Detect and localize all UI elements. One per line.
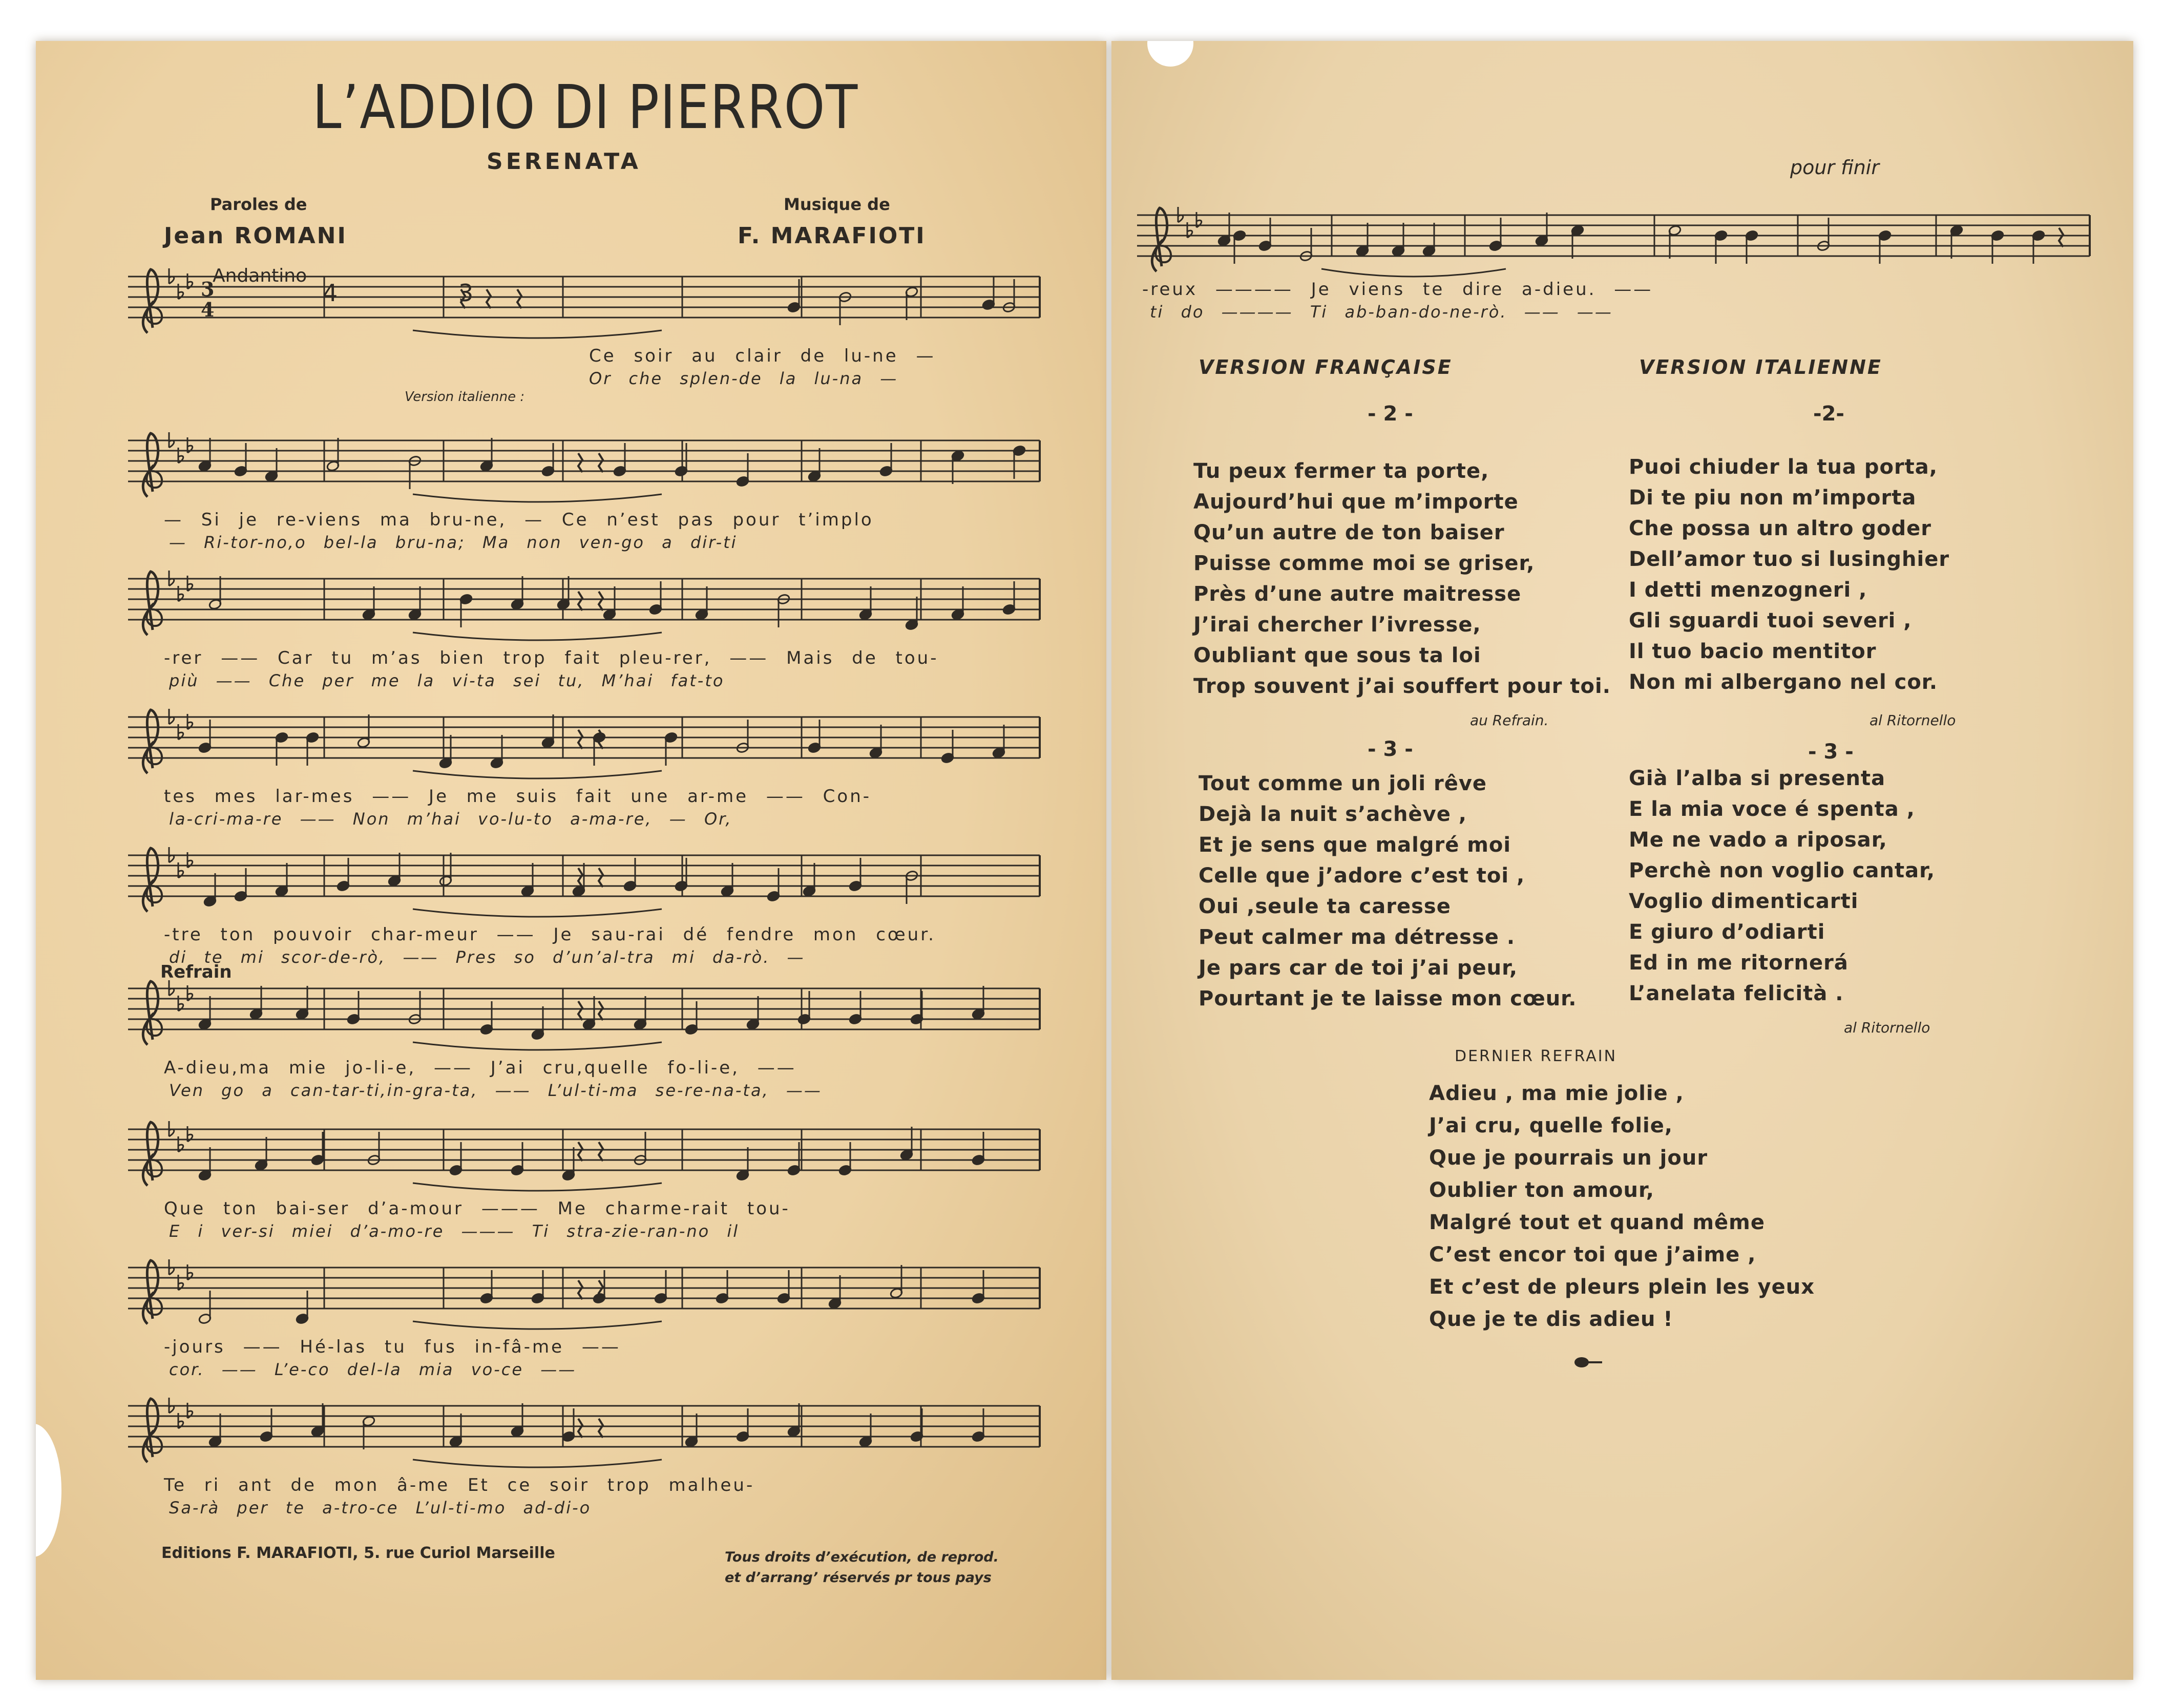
note-icon [675, 858, 688, 892]
ornament-icon [1572, 1356, 1603, 1368]
note-icon [941, 730, 954, 764]
left-page [36, 41, 1106, 1680]
treble-clef-icon [143, 981, 162, 1045]
note-icon [1258, 218, 1272, 251]
note-icon [767, 868, 780, 902]
note-icon [1422, 223, 1436, 257]
music-staff [128, 697, 1040, 784]
note-icon [511, 1403, 524, 1437]
verse-line: Già l’alba si presenta [1629, 767, 1886, 790]
verse-line: Il tuo bacio mentitor [1629, 640, 1877, 663]
note-icon [521, 863, 534, 897]
note-icon [623, 858, 637, 892]
verse-line: Malgré tout et quand même [1429, 1211, 1765, 1234]
note-icon [2032, 230, 2045, 264]
treble-clef-icon [143, 1122, 162, 1186]
note-icon [787, 1403, 801, 1437]
note-icon [1002, 581, 1016, 615]
rest-icon [578, 1001, 582, 1020]
note-icon [890, 1265, 903, 1299]
lyrics-italian: più —— Che per me la vi-ta sei tu, M’hai fat-to [169, 671, 725, 690]
note-icon [603, 586, 616, 620]
note-icon [1950, 225, 1963, 259]
note-icon [208, 1414, 222, 1447]
note-icon [260, 1408, 273, 1442]
rest-icon [578, 453, 582, 472]
verse-line: Tout comme un joli rêve [1199, 772, 1487, 795]
note-icon [311, 1132, 324, 1166]
note-icon [311, 1403, 324, 1437]
note-icon [480, 1270, 493, 1304]
note-icon [808, 720, 821, 753]
rest-icon [578, 592, 582, 610]
torn-edge [36, 1424, 61, 1557]
note-icon [362, 586, 375, 620]
version-italienne-label: Version italienne : [405, 389, 525, 405]
lyrics-italian: la-cri-ma-re —— Non m’hai vo-lu-to a-ma-re, — Or, [169, 809, 732, 829]
version-francaise-heading: VERSION FRANÇAISE [1199, 356, 1453, 378]
multi-rest-count: 3 [458, 279, 474, 307]
rest-icon [487, 289, 491, 308]
note-icon [1535, 213, 1548, 246]
treble-clef-icon [143, 1260, 162, 1324]
lyrics-french: Ce soir au clair de lu-ne — [589, 346, 936, 366]
verse-line: Puoi chiuder la tua porta, [1629, 455, 1938, 479]
note-icon [613, 443, 626, 477]
note-icon [296, 986, 309, 1020]
verse-line: Trop souvent j’ai souffert pour toi. [1193, 674, 1611, 698]
note-icon [675, 443, 688, 477]
note-icon [541, 714, 555, 748]
note-icon [951, 586, 964, 620]
note-icon [459, 594, 473, 627]
note-icon [1571, 225, 1584, 259]
note-icon [1714, 230, 1728, 264]
composer-name: F. MARAFIOTI [738, 223, 926, 249]
song-subtitle: SERENATA [487, 149, 641, 175]
note-icon [972, 1132, 985, 1166]
right-page [1111, 41, 2133, 1680]
flat-sign-icon [169, 268, 174, 284]
note-icon [1356, 223, 1369, 257]
lyrics-french: -reux ———— Je viens te dire a-dieu. —— [1142, 279, 1653, 300]
note-icon [797, 991, 811, 1025]
music-staff [128, 558, 1040, 645]
rest-icon [578, 1419, 582, 1438]
verse-line: J’irai chercher l’ivresse, [1193, 613, 1481, 637]
note-icon [685, 1001, 698, 1035]
note-icon [306, 732, 319, 766]
rest-icon [578, 1280, 582, 1299]
note-icon [879, 443, 893, 477]
note-icon [721, 863, 734, 897]
lyricist-name: Jean ROMANI [164, 223, 347, 249]
note-icon [736, 453, 749, 487]
note-icon [1013, 445, 1026, 479]
note-icon [234, 868, 247, 902]
note-icon [1991, 230, 2004, 264]
note-icon [1392, 223, 1405, 257]
note-icon [296, 1291, 309, 1324]
note-icon [562, 1147, 575, 1181]
lyricist-label: Paroles de [210, 195, 307, 214]
flat-sign-icon [169, 432, 174, 448]
note-icon [849, 858, 862, 892]
note-icon [859, 1414, 872, 1447]
note-icon [562, 1408, 575, 1442]
note-icon [1217, 213, 1231, 246]
note-icon [803, 863, 816, 897]
note-icon [838, 1142, 852, 1176]
lyrics-italian: — Ri-tor-no,o bel-la bru-na; Ma non ven-go a dir-ti [169, 533, 738, 552]
rest-icon [599, 868, 603, 887]
note-icon [859, 586, 872, 620]
note-icon [746, 996, 760, 1030]
tempo-marking: Andantino [213, 265, 307, 286]
verse-line: Tu peux fermer ta porte, [1193, 459, 1489, 483]
music-staff [128, 420, 1040, 507]
verse-number: -2- [1813, 402, 1845, 426]
note-icon [203, 873, 217, 907]
rights-line-2: et d’arrang’ réservés pr tous pays [725, 1570, 992, 1586]
verse-line: Que je pourrais un jour [1429, 1146, 1708, 1170]
flat-sign-icon [169, 847, 174, 862]
torn-corner [1147, 41, 1193, 67]
verse-line: J’ai cru, quelle folie, [1429, 1114, 1673, 1137]
verse-line: Perchè non voglio cantar, [1629, 859, 1936, 882]
note-icon [198, 1291, 212, 1324]
flat-sign-icon [1178, 207, 1183, 222]
verse-line: Di te piu non m’importa [1629, 486, 1917, 510]
note-icon [511, 576, 524, 610]
note-icon [828, 1275, 842, 1309]
rest-icon [2059, 228, 2063, 247]
note-icon [736, 1408, 749, 1442]
note-icon [654, 1270, 667, 1304]
rest-icon [599, 1001, 603, 1020]
verse-line: Dell’amor tuo si lusinghier [1629, 547, 1950, 571]
multi-rest-count: 4 [323, 279, 338, 307]
verse-line: Et je sens que malgré moi [1199, 833, 1511, 857]
treble-clef-icon [143, 710, 162, 773]
lyrics-italian: ti do ———— Ti ab-ban-do-ne-rò. —— —— [1150, 302, 1613, 322]
note-icon [439, 853, 452, 887]
rest-icon [578, 868, 582, 887]
note-icon [736, 1147, 749, 1181]
note-icon [905, 286, 918, 320]
note-icon [972, 986, 985, 1020]
verse-line: Oui ,seule ta caresse [1199, 895, 1451, 918]
music-staff [128, 1247, 1040, 1334]
note-icon [198, 438, 212, 472]
treble-clef-icon [143, 848, 162, 912]
verse-line: E la mia voce é spenta , [1629, 797, 1915, 821]
note-icon [972, 1270, 985, 1304]
flat-sign-icon [169, 571, 174, 586]
note-icon [1668, 225, 1682, 259]
lyrics-italian: cor. —— L’e-co del-la mia vo-ce —— [169, 1360, 577, 1379]
note-icon [593, 732, 606, 766]
note-icon [695, 586, 708, 620]
verse-line: Me ne vado a riposar, [1629, 828, 1887, 852]
note-icon [905, 597, 918, 630]
rest-icon [599, 453, 603, 472]
lyrics-french: tes mes lar-mes —— Je me suis fait une ar-me —— Con- [164, 786, 872, 807]
verse-line: Celle que j’adore c’est toi , [1199, 864, 1525, 888]
verse-line: C’est encor toi que j’aime , [1429, 1243, 1756, 1267]
verse-line: Et c’est de pleurs plein les yeux [1429, 1275, 1815, 1299]
ritornello-direction: al Ritornello [1844, 1019, 1930, 1036]
lyrics-french: Que ton bai-ser d’a-mour ——— Me charme-rait tou- [164, 1198, 790, 1219]
note-icon [198, 720, 212, 753]
pour-finir-marking: pour finir [1790, 156, 1879, 179]
note-icon [787, 1142, 801, 1176]
music-staff [128, 968, 1040, 1055]
lyrics-french: — Si je re-viens ma bru-ne, — Ce n’est pas pour t’implo [164, 510, 874, 530]
note-icon [869, 725, 883, 758]
lyrics-italian: Or che splen-de la lu-na — [589, 369, 898, 388]
verse-number: - 3 - [1808, 740, 1854, 764]
music-staff [128, 1385, 1040, 1472]
rest-icon [517, 289, 521, 308]
note-icon [347, 991, 360, 1025]
lyrics-italian: Ven go a can-tar-ti,in-gra-ta, —— L’ul-ti-ma se-re-na-ta, —— [169, 1081, 822, 1100]
rest-icon [578, 730, 582, 749]
verse-line: Peut calmer ma détresse . [1199, 925, 1516, 949]
treble-clef-icon [1152, 208, 1171, 271]
verse-line: Dejà la nuit s’achève , [1199, 803, 1467, 826]
note-icon [362, 1416, 375, 1449]
note-icon [634, 996, 647, 1030]
music-staff [128, 256, 1040, 343]
verse-line: Oublier ton amour, [1429, 1178, 1654, 1202]
verse-line: Puisse comme moi se griser, [1193, 552, 1535, 575]
verse-line: E giuro d’odiarti [1629, 920, 1825, 944]
verse-line: Que je te dis adieu ! [1429, 1308, 1673, 1331]
note-icon [808, 448, 821, 482]
note-icon [511, 1142, 524, 1176]
music-staff [128, 835, 1040, 922]
rest-icon [461, 289, 465, 308]
svg-text:3: 3 [201, 278, 215, 301]
lyrics-french: -tre ton pouvoir char-meur —— Je sau-rai dé fendre mon cœur. [164, 924, 936, 945]
note-icon [951, 450, 964, 484]
verse-line: Près d’une autre maitresse [1193, 582, 1522, 606]
lyrics-italian: di te mi scor-de-rò, —— Pres so d’un’al-tra mi da-rò. — [169, 947, 805, 967]
rest-icon [599, 1142, 603, 1161]
note-icon [664, 732, 678, 766]
note-icon [408, 586, 422, 620]
note-icon [910, 1408, 923, 1442]
verse-line: Aujourd’hui que m’importe [1193, 490, 1519, 514]
treble-clef-icon [143, 572, 162, 635]
note-icon [777, 1270, 790, 1304]
note-icon [1745, 230, 1758, 264]
verse-line: Gli sguardi tuoi severi , [1629, 609, 1912, 632]
rest-icon [599, 1419, 603, 1438]
note-icon [480, 438, 493, 472]
note-icon [992, 725, 1005, 758]
dernier-refrain-heading: DERNIER REFRAIN [1455, 1047, 1617, 1065]
note-icon [449, 1142, 463, 1176]
note-icon [234, 443, 247, 477]
note-icon [1233, 230, 1246, 264]
lyrics-italian: E i ver-si miei d’a-mo-re ——— Ti stra-zie-ran-no il [169, 1221, 740, 1241]
note-icon [198, 996, 212, 1030]
verse-line: I detti menzogneri , [1629, 578, 1867, 602]
note-icon [787, 279, 801, 313]
verse-line: Non mi albergano nel cor. [1629, 670, 1938, 694]
note-icon [582, 996, 596, 1030]
note-icon [849, 991, 862, 1025]
note-icon [337, 858, 350, 892]
rest-icon [578, 1142, 582, 1161]
refrain-label: Refrain [160, 962, 232, 982]
note-icon [685, 1414, 698, 1447]
lyrics-french: A-dieu,ma mie jo-li-e, —— J’ai cru,quelle fo-li-e, —— [164, 1058, 796, 1078]
note-icon [388, 853, 401, 887]
lyrics-italian: Sa-rà per te a-tro-ce L’ul-ti-mo ad-di-o [169, 1498, 592, 1517]
verse-line: Ed in me ritornerá [1629, 951, 1848, 975]
refrain-direction: au Refrain. [1470, 712, 1549, 729]
note-icon [910, 991, 923, 1025]
flat-sign-icon [169, 1398, 174, 1413]
verse-number: - 2 - [1368, 402, 1413, 426]
note-icon [531, 1006, 544, 1040]
ritornello-direction: al Ritornello [1869, 712, 1956, 729]
composer-label: Musique de [784, 195, 890, 214]
note-icon [208, 576, 222, 610]
note-icon [1489, 218, 1502, 251]
note-icon [480, 1001, 493, 1035]
note-icon [531, 1270, 544, 1304]
note-icon [900, 1127, 913, 1161]
note-icon [439, 735, 452, 769]
rights-line-1: Tous droits d’exécution, de reprod. [725, 1549, 999, 1565]
note-icon [265, 448, 278, 482]
note-icon [357, 714, 370, 748]
version-italienne-heading: VERSION ITALIENNE [1639, 356, 1882, 378]
note-icon [326, 438, 340, 472]
note-icon [490, 735, 503, 769]
note-icon [449, 1414, 463, 1447]
note-icon [1878, 230, 1892, 264]
lyrics-french: -jours —— Hé-las tu fus in-fâ-me —— [164, 1337, 621, 1357]
note-icon [972, 1408, 985, 1442]
verse-line: Oubliant que sous ta loi [1193, 644, 1481, 667]
flat-sign-icon [169, 1259, 174, 1275]
treble-clef-icon [143, 433, 162, 497]
publisher-line: Editions F. MARAFIOTI, 5. rue Curiol Marseille [161, 1544, 555, 1562]
flat-sign-icon [169, 980, 174, 996]
verse-line: Qu’un autre de ton baiser [1193, 521, 1505, 544]
note-icon [982, 277, 995, 310]
note-icon [275, 732, 288, 766]
note-icon [249, 986, 263, 1020]
svg-text:4: 4 [201, 298, 215, 321]
flat-sign-icon [169, 1121, 174, 1136]
rest-icon [599, 592, 603, 610]
verse-line: Che possa un altro goder [1629, 517, 1931, 540]
verse-number: - 3 - [1368, 737, 1413, 761]
note-icon [255, 1137, 268, 1171]
verse-line: Adieu , ma mie jolie , [1429, 1082, 1684, 1105]
song-title: L’ADDIO DI PIERROT [312, 72, 858, 142]
treble-clef-icon [143, 269, 162, 333]
note-icon [275, 863, 288, 897]
note-icon [716, 1270, 729, 1304]
music-staff [1137, 195, 2095, 282]
verse-line: Pourtant je te laisse mon cœur. [1199, 987, 1577, 1010]
verse-line: Voglio dimenticarti [1629, 890, 1859, 913]
note-icon [541, 443, 555, 477]
lyrics-french: -rer —— Car tu m’as bien trop fait pleu-rer, —— Mais de tou- [164, 648, 939, 668]
flat-sign-icon [169, 709, 174, 724]
note-icon [198, 1147, 212, 1181]
verse-line: Je pars car de toi j’ai peur, [1199, 956, 1518, 980]
music-staff [128, 1109, 1040, 1196]
treble-clef-icon [143, 1399, 162, 1462]
lyrics-french: Te ri ant de mon â-me Et ce soir trop malheu- [164, 1475, 755, 1495]
note-icon [649, 581, 662, 615]
verse-line: L’anelata felicità . [1629, 982, 1844, 1005]
